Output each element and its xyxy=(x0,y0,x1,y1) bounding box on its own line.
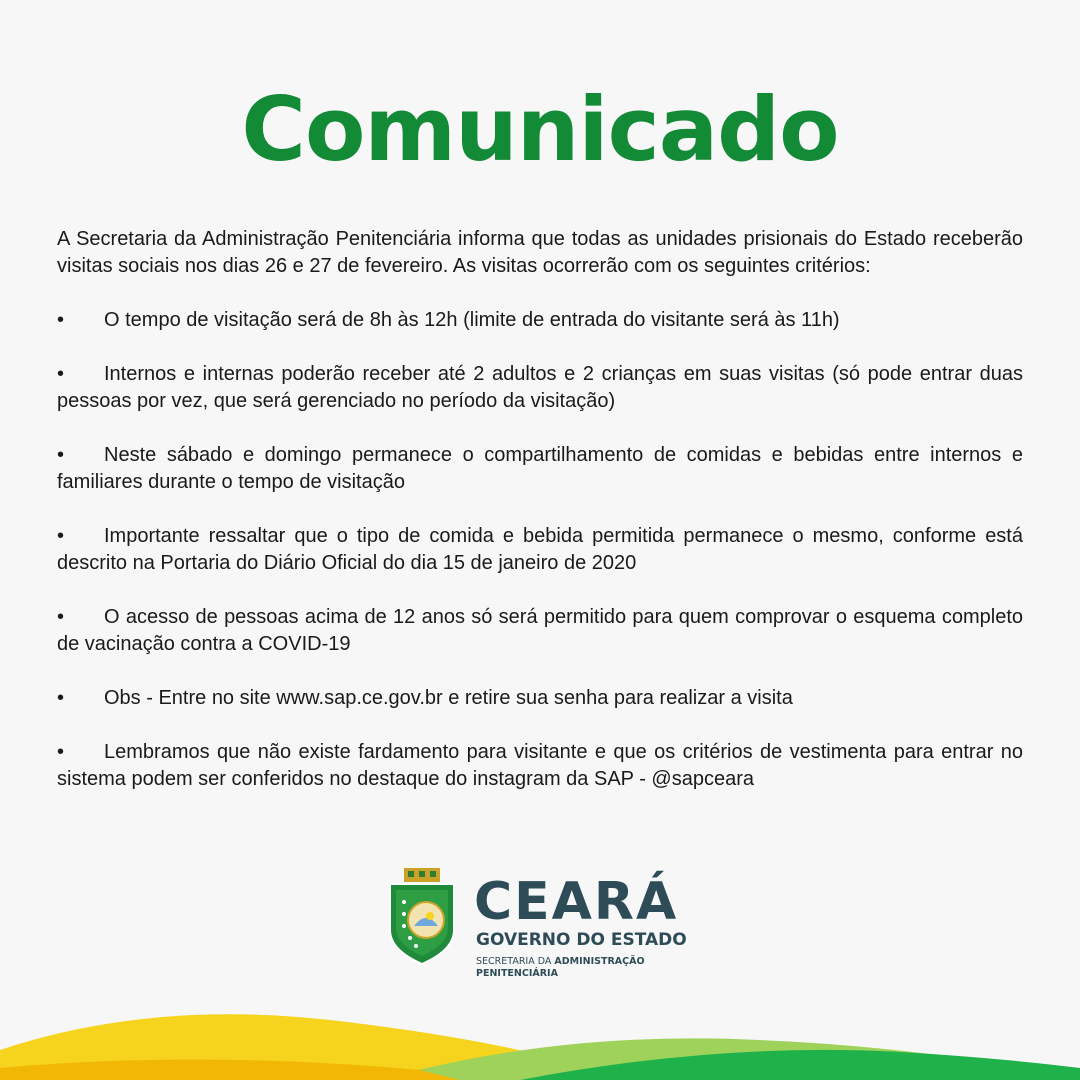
criteria-text: Internos e internas poderão receber até 2 adultos e 2 crianças em suas visitas (só pode entrar duas pessoas por vez, que será gerenciado no período da visitação) xyxy=(57,363,1023,412)
department-prefix: SECRETARIA DA xyxy=(476,956,555,967)
criteria-item xyxy=(57,442,1023,496)
criteria-text: Obs - Entre no site www.sap.ce.gov.br e retire sua senha para realizar a visita xyxy=(104,687,793,709)
bullet-icon: • xyxy=(57,741,65,763)
announcement-body xyxy=(57,226,1023,820)
state-coat-of-arms-icon xyxy=(386,866,458,966)
page-title: Comunicado xyxy=(241,78,839,181)
brand-subtitle: GOVERNO DO ESTADO xyxy=(476,930,687,950)
criteria-item xyxy=(57,604,1023,658)
intro-paragraph: A Secretaria da Administração Penitenciária informa que todas as unidades prisionais do Estado receberão visitas sociais nos dias 26 e 27 de fevereiro. As visitas ocorrerão com os seguintes critérios: xyxy=(57,228,1023,277)
bullet-icon: • xyxy=(57,363,65,385)
bullet-icon: • xyxy=(57,687,65,709)
criteria-item xyxy=(57,361,1023,415)
bullet-icon: • xyxy=(57,606,65,628)
criteria-text: Lembramos que não existe fardamento para visitante e que os critérios de vestimenta para entrar no sistema podem ser conferidos no destaque do instagram da SAP - @sapceara xyxy=(57,741,1023,790)
criteria-item xyxy=(57,739,1023,793)
criteria-text: O tempo de visitação será de 8h às 12h (limite de entrada do visitante será às 11h) xyxy=(104,309,840,331)
department-line2: PENITENCIÁRIA xyxy=(476,968,558,979)
brand-name: CEARÁ xyxy=(474,872,679,932)
criteria-item xyxy=(57,685,1023,712)
criteria-text: Neste sábado e domingo permanece o compartilhamento de comidas e bebidas entre internos e familiares durante o tempo de visitação xyxy=(57,444,1023,493)
bullet-icon: • xyxy=(57,444,65,466)
criteria-item xyxy=(57,523,1023,577)
criteria-text: Importante ressaltar que o tipo de comida e bebida permitida permanece o mesmo, conforme está descrito na Portaria do Diário Oficial do dia 15 de janeiro de 2020 xyxy=(57,525,1023,574)
bullet-icon: • xyxy=(57,309,65,331)
criteria-list xyxy=(57,307,1023,793)
criteria-text: O acesso de pessoas acima de 12 anos só será permitido para quem comprovar o esquema completo de vacinação contra a COVID-19 xyxy=(57,606,1023,655)
department-bold: ADMINISTRAÇÃO xyxy=(554,956,645,967)
criteria-item xyxy=(57,307,1023,334)
bullet-icon: • xyxy=(57,525,65,547)
decorative-waves xyxy=(0,990,1080,1080)
department-name xyxy=(476,956,696,980)
